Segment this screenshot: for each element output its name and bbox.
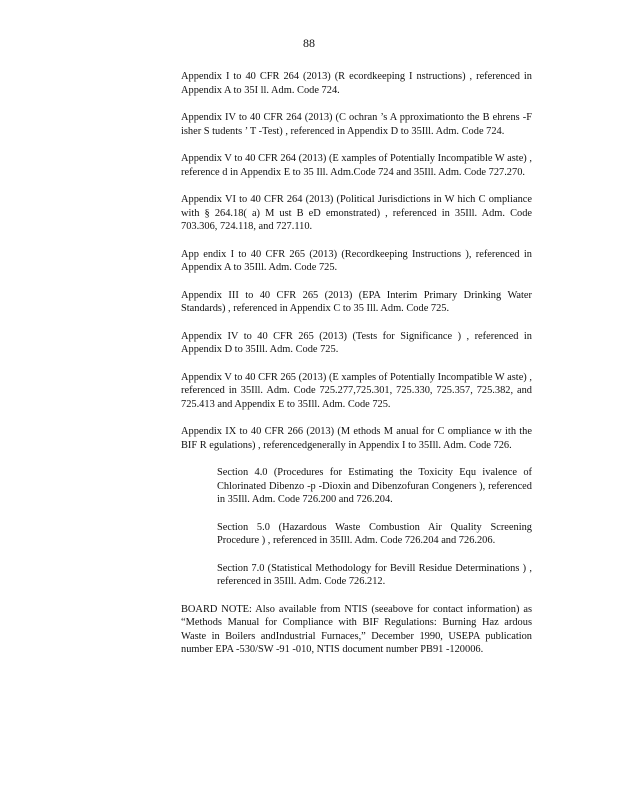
reference-entry: Appendix IX to 40 CFR 266 (2013) (M ethods M anual for C ompliance w ith the BIF R egulations) , referencedgenerally in Appendix I to 35Ill. Adm. Code 726. bbox=[181, 426, 532, 451]
reference-entry: Appendix IV to 40 CFR 264 (2013) (C ochran ’s A pproximationto the B ehrens -F isher S tudents ’ T -Test) , referenced in Appendix D to 35Ill. Adm. Code 724. bbox=[181, 112, 532, 137]
page-number: 88 bbox=[303, 36, 315, 50]
board-note: BOARD NOTE: Also available from NTIS (seeabove for contact information) as “Methods Manual for Compliance with BIF Regulations: Burning Haz ardous Waste in Boilers andIndustrial Furnaces,” December 1990, USEPA publication number EPA -530/SW -91 -010, NTIS document number PB91 -120006. bbox=[181, 603, 532, 655]
reference-entry: Appendix V to 40 CFR 264 (2013) (E xamples of Potentially Incompatible W aste) , reference d in Appendix E to 35 Ill. Adm.Code 724 and 35Ill. Adm. Code 727.270. bbox=[181, 153, 532, 178]
reference-entry: App endix I to 40 CFR 265 (2013) (Recordkeeping Instructions ), referenced in Appendix A to 35Ill. Adm. Code 725. bbox=[181, 248, 532, 273]
reference-entry: Appendix IV to 40 CFR 265 (2013) (Tests for Significance ) , referenced in Appendix D to 35Ill. Adm. Code 725. bbox=[181, 330, 532, 355]
section-entry: Section 4.0 (Procedures for Estimating the Toxicity Equ ivalence of Chlorinated Dibenzo -p -Dioxin and Dibenzofuran Congeners ), referenced in 35Ill. Adm. Code 726.200 and 726.204. bbox=[217, 467, 532, 505]
reference-entry: Appendix V to 40 CFR 265 (2013) (E xamples of Potentially Incompatible W aste) , referenced in 35Ill. Adm. Code 725.277,725.301, 725.330, 725.357, 725.382, and 725.413 and Appendix E to 35Ill. Adm. Code 725. bbox=[181, 371, 532, 410]
reference-entry: Appendix I to 40 CFR 264 (2013) (R ecordkeeping I nstructions) , referenced in Appendix A to 35I ll. Adm. Code 724. bbox=[181, 71, 532, 96]
document-body bbox=[181, 70, 532, 671]
reference-entry: Appendix III to 40 CFR 265 (2013) (EPA Interim Primary Drinking Water Standards) , referenced in Appendix C to 35 Ill. Adm. Code 725. bbox=[181, 289, 532, 314]
section-entry: Section 5.0 (Hazardous Waste Combustion Air Quality Screening Procedure ) , referenced in 35Ill. Adm. Code 726.204 and 726.206. bbox=[217, 521, 532, 546]
reference-entry: Appendix VI to 40 CFR 264 (2013) (Political Jurisdictions in W hich C ompliance with § 264.18( a) M ust B eD emonstrated) , referenced in 35Ill. Adm. Code 703.306, 724.118, and 727.110. bbox=[181, 194, 532, 232]
section-entry: Section 7.0 (Statistical Methodology for Bevill Residue Determinations ) , referenced in 35Ill. Adm. Code 726.212. bbox=[217, 562, 532, 587]
